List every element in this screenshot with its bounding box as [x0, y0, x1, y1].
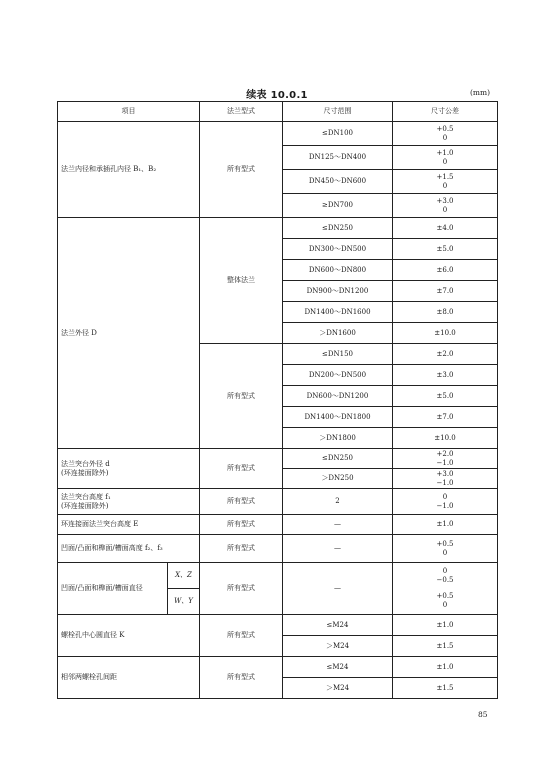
tolerance-cell: ±1.5: [393, 678, 498, 699]
range-cell: ＞DN1600: [283, 323, 393, 344]
type-all: 所有型式: [200, 344, 283, 449]
range-cell: DN600～DN800: [283, 260, 393, 281]
tolerance-cell: +2.0 −1.0: [393, 449, 498, 469]
header-tolerance: 尺寸公差: [393, 102, 498, 122]
type-integral: 整体法兰: [200, 218, 283, 344]
range-cell: ≤DN250: [283, 449, 393, 469]
range-cell: ＞DN1800: [283, 428, 393, 449]
tolerance-cell: 0 −0.5: [393, 563, 498, 589]
range-cell: ＞M24: [283, 636, 393, 657]
table-row: [58, 489, 498, 515]
item-raised-face-height: 法兰突台高度 f₁ (环连接面除外): [58, 489, 200, 515]
tolerance-cell: +3.0 0: [393, 194, 498, 218]
tolerance-cell: ±8.0: [393, 302, 498, 323]
table-row: [58, 535, 498, 563]
item-outside-diameter: 法兰外径 D: [58, 218, 200, 449]
range-cell: —: [283, 535, 393, 563]
sub-wy: W、Y: [168, 589, 200, 615]
tolerance-cell: ±1.0: [393, 615, 498, 636]
item-concave-height: 凹面/凸面和榫面/槽面高度 f₂、f₃: [58, 535, 200, 563]
range-cell: —: [283, 563, 393, 615]
tolerance-cell: +0.5 0: [393, 589, 498, 615]
tolerance-cell: ±5.0: [393, 386, 498, 407]
tolerance-cell: ±6.0: [393, 260, 498, 281]
tolerance-cell: ±3.0: [393, 365, 498, 386]
range-cell: DN125～DN400: [283, 146, 393, 170]
type-raised-face-height: 所有型式: [200, 489, 283, 515]
range-cell: ≤DN100: [283, 122, 393, 146]
tolerance-cell: ±2.0: [393, 344, 498, 365]
range-cell: ＞DN250: [283, 469, 393, 489]
table-row: [58, 122, 498, 146]
tolerance-cell: ±10.0: [393, 428, 498, 449]
table-header-row: [58, 102, 498, 122]
type-bore: 所有型式: [200, 122, 283, 218]
type-ring-joint-height: 所有型式: [200, 515, 283, 535]
tolerance-cell: ±4.0: [393, 218, 498, 239]
range-cell: ≥DN700: [283, 194, 393, 218]
range-cell: DN1400～DN1600: [283, 302, 393, 323]
table-row: [58, 449, 498, 469]
type-concave-height: 所有型式: [200, 535, 283, 563]
header-item: 项目: [58, 102, 200, 122]
tolerance-cell: ±7.0: [393, 281, 498, 302]
tolerance-cell: +1.0 0: [393, 146, 498, 170]
table-row: [58, 657, 498, 678]
tolerance-cell: +0.5 0: [393, 535, 498, 563]
table-caption: 续表 10.0.1: [246, 90, 308, 101]
tolerance-cell: ±7.0: [393, 407, 498, 428]
range-cell: DN600～DN1200: [283, 386, 393, 407]
item-bolt-spacing: 相邻两螺栓孔间距: [58, 657, 200, 699]
type-bolt-circle: 所有型式: [200, 615, 283, 657]
range-cell: DN1400～DN1800: [283, 407, 393, 428]
tolerance-cell: +1.5 0: [393, 170, 498, 194]
range-cell: DN900～DN1200: [283, 281, 393, 302]
range-cell: —: [283, 515, 393, 535]
tolerance-cell: 0 −1.0: [393, 489, 498, 515]
tolerance-cell: ±1.5: [393, 636, 498, 657]
type-bolt-spacing: 所有型式: [200, 657, 283, 699]
sub-xz: X、Z: [168, 563, 200, 589]
tolerance-cell: +3.0 −1.0: [393, 469, 498, 489]
type-concave-diameter: 所有型式: [200, 563, 283, 615]
tolerance-cell: ±1.0: [393, 515, 498, 535]
item-raised-face-od: 法兰突台外径 d (环连接面除外): [58, 449, 200, 489]
item-ring-joint-height: 环连接面法兰突台高度 E: [58, 515, 200, 535]
table-row: [58, 218, 498, 239]
range-cell: ≤DN150: [283, 344, 393, 365]
item-concave-diameter: 凹面/凸面和榫面/槽面直径: [58, 563, 168, 615]
table-row: [58, 515, 498, 535]
item-bore: 法兰内径和承插孔内径 B₁、B₂: [58, 122, 200, 218]
table-unit: (mm): [470, 88, 491, 97]
item-bolt-circle: 螺栓孔中心圆直径 K: [58, 615, 200, 657]
header-flange-type: 法兰型式: [200, 102, 283, 122]
tolerance-cell: +0.5 0: [393, 122, 498, 146]
range-cell: DN300～DN500: [283, 239, 393, 260]
type-raised-face-od: 所有型式: [200, 449, 283, 489]
tolerance-cell: ±1.0: [393, 657, 498, 678]
header-size-range: 尺寸范围: [283, 102, 393, 122]
range-cell: DN200～DN500: [283, 365, 393, 386]
range-cell: 2: [283, 489, 393, 515]
range-cell: DN450～DN600: [283, 170, 393, 194]
tolerance-cell: ±5.0: [393, 239, 498, 260]
table-row: [58, 615, 498, 636]
page-number: 85: [478, 710, 488, 719]
range-cell: ≤DN250: [283, 218, 393, 239]
range-cell: ≤M24: [283, 657, 393, 678]
tolerance-cell: ±10.0: [393, 323, 498, 344]
table-row: [58, 563, 498, 589]
range-cell: ≤M24: [283, 615, 393, 636]
range-cell: ＞M24: [283, 678, 393, 699]
tolerance-table: [57, 101, 498, 699]
